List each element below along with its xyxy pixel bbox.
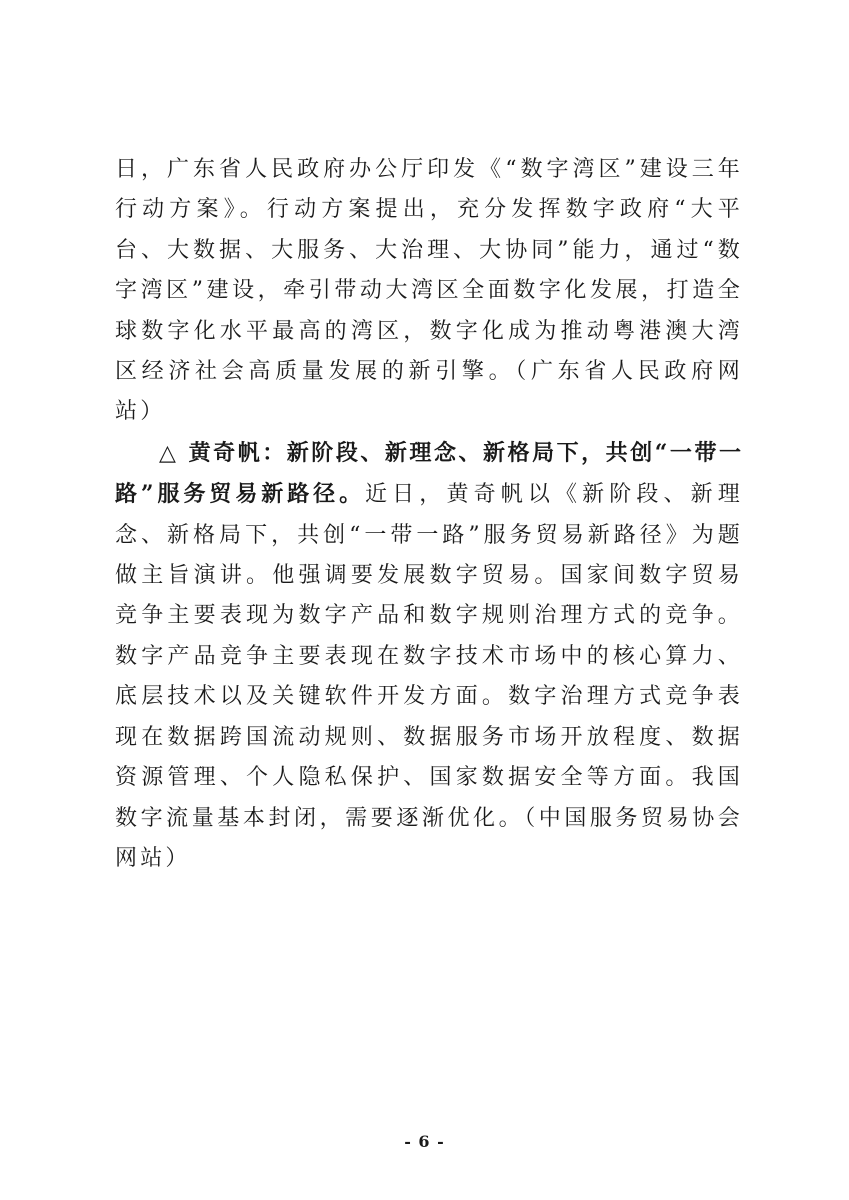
paragraph-huang-qifan	[115, 433, 743, 879]
section-heading: 黄奇帆：新阶段、新理念、新格局下，共创“一带一路”服务贸易新路径。	[115, 439, 743, 508]
page-number: - 6 -	[404, 1132, 445, 1151]
paragraph-text: 日，广东省人民政府办公厅印发《“数字湾区”建设三年行动方案》。行动方案提出，充分发挥数字政府“大平台、大数据、大服务、大治理、大协同”能力，通过“数字湾区”建设，牵引带动大湾区全面数字化发展，打造全球数字化水平最高的湾区，数字化成为推动粤港澳大湾区经济社会高质量发展的新引擎。（广东省人民政府网站）	[115, 157, 743, 425]
paragraph-text: 近日，黄奇帆以《新阶段、新理念、新格局下，共创“一带一路”服务贸易新路径》为题做主旨演讲。他强调要发展数字贸易。国家间数字贸易竞争主要表现为数字产品和数字规则治理方式的竞争。数字产品竞争主要表现在数字技术市场中的核心算力、底层技术以及关键软件开发方面。数字治理方式竞争表现在数据跨国流动规则、数据服务市场开放程度、数据资源管理、个人隐私保护、国家数据安全等方面。我国数字流量基本封闭，需要逐渐优化。（中国服务贸易协会网站）	[115, 482, 744, 871]
document-body	[115, 150, 743, 879]
triangle-bullet-icon: △	[159, 439, 179, 466]
paragraph-digital-bay-area	[115, 150, 743, 433]
